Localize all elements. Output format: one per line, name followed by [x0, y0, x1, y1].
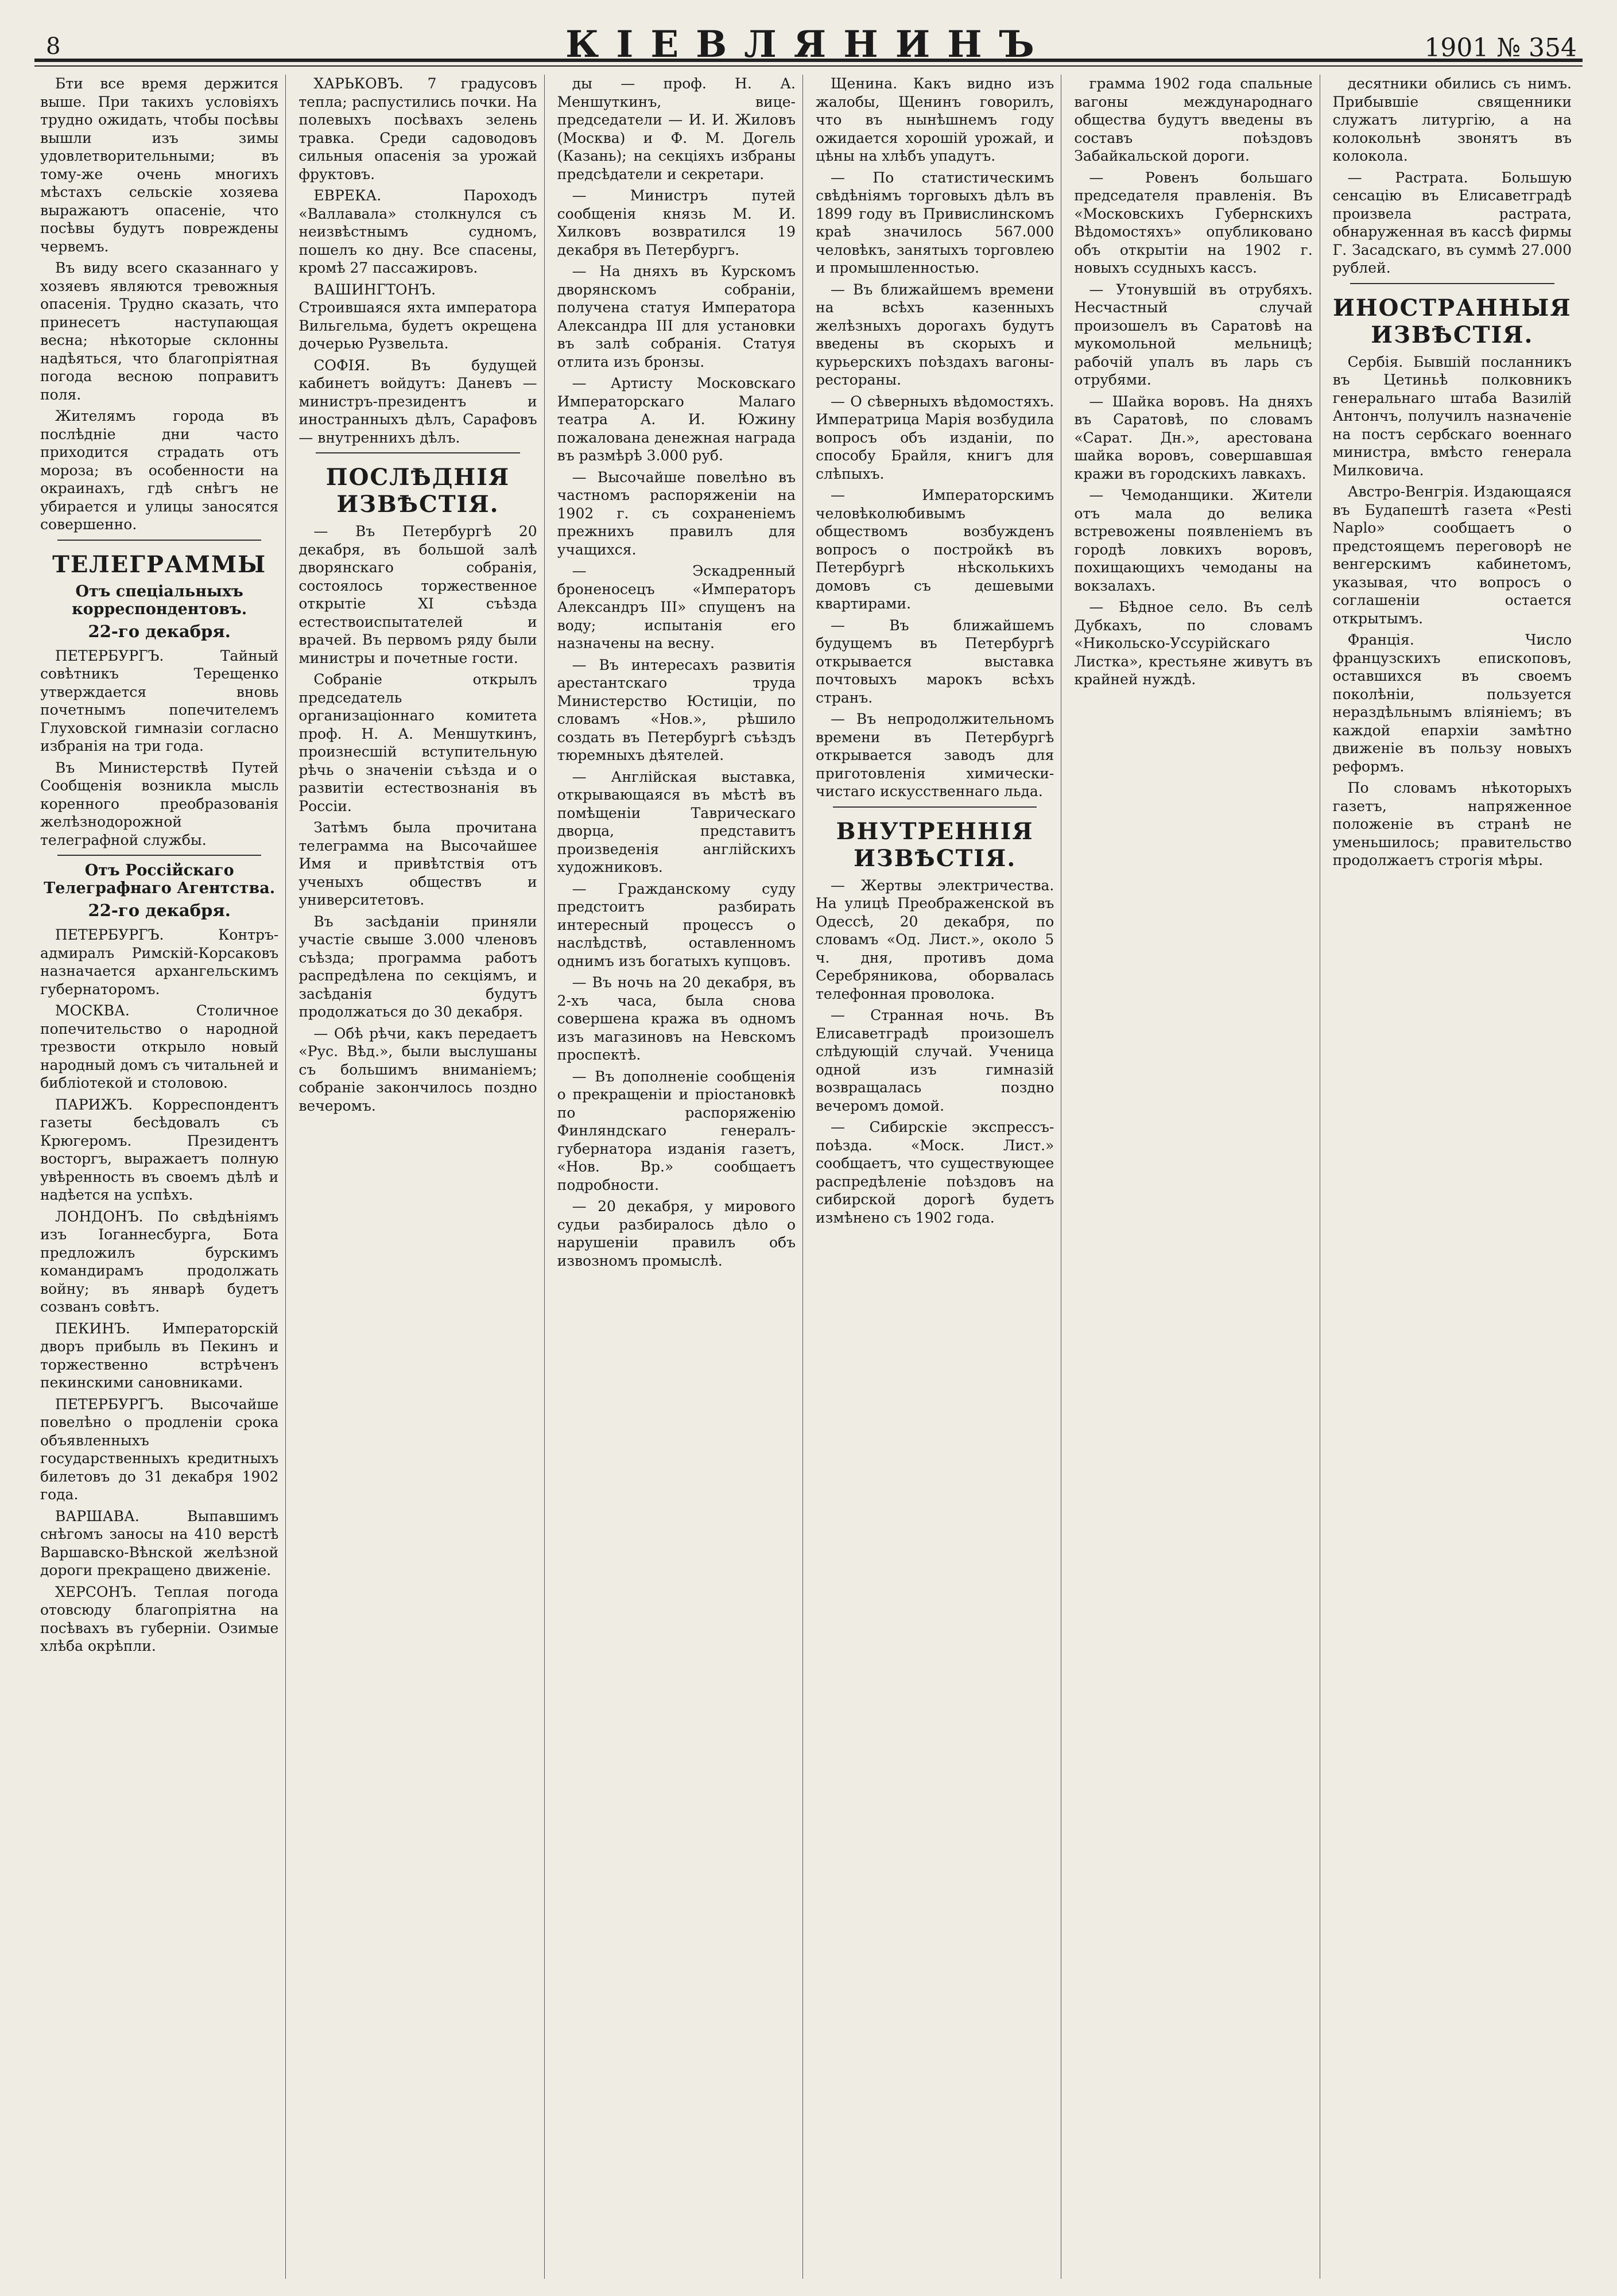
- article-paragraph: грамма 1902 года спальные вагоны международнаго общества будутъ введены въ составъ поѣздовъ Забайкальской дороги.: [1074, 75, 1313, 164]
- telegram-item: СОФІЯ. Въ будущей кабинетъ войдутъ: Даневъ — министръ-президентъ и иностранныхъ дѣлъ, Сарафовъ — внутреннихъ дѣлъ.: [298, 356, 537, 446]
- article-paragraph: — Растрата. Большую сенсацію въ Елисаветградѣ произвела растрата, обнаруженная въ кассѣ фирмы Г. Засадскаго, въ суммѣ 27.000 рублей.: [1332, 169, 1572, 276]
- telegram-item: Въ Министерствѣ Путей Сообщенія возникла мысль коренного преобразованія желѣзнодорожной телеграфной службы.: [40, 759, 279, 848]
- issue-number: 1901 № 354: [1424, 33, 1577, 63]
- page-number: 8: [46, 33, 61, 60]
- article-paragraph: — Высочайше повелѣно въ частномъ распоряженіи на 1902 г. съ сохраненіемъ прежнихъ правилъ для учащихся.: [557, 468, 796, 558]
- article-paragraph: Франція. Число французскихъ епископовъ, оставшихся въ своемъ поколѣніи, пользуется нераздѣльнымъ вліяніемъ; въ каждой епархіи замѣтно движеніе въ пользу новыхъ реформъ.: [1332, 631, 1572, 775]
- article-paragraph: Затѣмъ была прочитана телеграмма на Высочайшее Имя и привѣтствія отъ ученыхъ обществъ и университетовъ.: [298, 819, 537, 908]
- article-paragraph: Въ виду всего сказаннаго у хозяевъ являются тревожныя опасенія. Трудно сказать, что принесетъ наступающая весна; нѣкоторые склонны надѣяться, что благопріятная погода весною поправитъ поля.: [40, 259, 279, 403]
- article-paragraph: Собраніе открылъ председатель организаціоннаго комитета проф. Н. А. Меншуткинъ, произнесшій вступительную рѣчь о значеніи съѣзда и о развитіи естествознанія въ Россіи.: [298, 671, 537, 815]
- article-paragraph: — Шайка воровъ. На дняхъ въ Саратовѣ, по словамъ «Сарат. Дн.», арестована шайка воровъ, совершавшая кражи въ городскихъ лавкахъ.: [1074, 393, 1313, 482]
- column-3: [557, 75, 803, 2279]
- article-paragraph: — Въ ближайшемъ времени на всѣхъ казенныхъ желѣзныхъ дорогахъ будутъ введены въ скорыхъ и курьерскихъ поѣздахъ вагоны-рестораны.: [816, 281, 1054, 388]
- page-header: [34, 17, 1583, 80]
- section-divider: [316, 452, 519, 453]
- column-1: [40, 75, 286, 2279]
- telegram-item: ВАШИНГТОНЪ. Строившаяся яхта императора Вильгельма, будетъ окрещена дочерью Рузвельта.: [298, 281, 537, 352]
- section-subtitle: Отъ Россійскаго Телеграфнаго Агентства.: [44, 862, 276, 897]
- telegram-item: ПАРИЖЪ. Корреспондентъ газеты бесѣдовалъ съ Крюгеромъ. Президентъ восторгъ, выражаетъ полную увѣренность въ своемъ дѣлѣ и надѣется на успѣхъ.: [40, 1096, 279, 1203]
- columns: [40, 75, 1579, 2279]
- telegram-item: ЕВРЕКА. Пароходъ «Валлавала» столкнулся съ неизвѣстнымъ судномъ, пошелъ ко дну. Все спасены, кромѣ 27 пассажировъ.: [298, 187, 537, 276]
- article-paragraph: — На дняхъ въ Курскомъ дворянскомъ собраніи, получена статуя Императора Александра III для установки въ залѣ собранія. Статуя отлита изъ бронзы.: [557, 263, 796, 370]
- date-heading: 22-го декабря.: [88, 901, 231, 920]
- article-paragraph: Бти все время держится выше. При такихъ условіяхъ трудно ожидать, чтобы посѣвы вышли изъ зимы удовлетворительными; въ тому-же очень многихъ мѣстахъ сельскіе хозяева выражаютъ опасеніе, что посѣвы будутъ повреждены червемъ.: [40, 75, 279, 255]
- article-paragraph: — 20 декабря, у мирового судьи разбиралось дѣло о нарушеніи правилъ объ извозномъ промыслѣ.: [557, 1198, 796, 1269]
- section-divider: [57, 540, 261, 541]
- article-paragraph: — Въ дополненіе сообщенія о прекращеніи и пріостановкѣ по распоряженію Финляндскаго генералъ-губернатора изданія газетъ, «Нов. Вр.» сообщаетъ подробности.: [557, 1068, 796, 1193]
- section-title-telegrams: ТЕЛЕГРАММЫ: [52, 550, 267, 578]
- article-paragraph: — Эскадренный броненосецъ «Императоръ Александръ III» спущенъ на воду; испытанія его назначены на весну.: [557, 563, 796, 651]
- column-2: [298, 75, 544, 2279]
- section-subtitle: Отъ спеціальныхъ корреспондентовъ.: [72, 582, 247, 618]
- article-paragraph: — Англійская выставка, открывающаяся въ мѣстѣ въ помѣщеніи Таврическаго дворца, представитъ произведенія англійскихъ художниковъ.: [557, 768, 796, 875]
- article-paragraph: — Жертвы электричества. На улицѣ Преображенской въ Одессѣ, 20 декабря, по словамъ «Од. Лист.», около 5 ч. дня, противъ дома Серебряникова, оборвалась телефонная проволока.: [816, 876, 1054, 1002]
- article-paragraph: Австро-Венгрія. Издающаяся въ Будапештѣ газета «Pesti Naplo» сообщаетъ о предстоящемъ переговорѣ не венгерскимъ кабинетомъ, указывая, что вопросъ о соглашеніи остается открытымъ.: [1332, 483, 1572, 627]
- article-paragraph: Жителямъ города въ послѣдніе дни часто приходится страдать отъ мороза; въ особенности на окраинахъ, гдѣ снѣгъ не убирается и улицы заносятся совершенно.: [40, 408, 279, 533]
- article-paragraph: десятники обились съ нимъ. Прибывшіе священники служатъ литургію, а на колокольнѣ звонятъ въ колокола.: [1332, 75, 1572, 164]
- column-5: [1074, 75, 1320, 2279]
- article-paragraph: Щенина. Какъ видно изъ жалобы, Щенинъ говорилъ, что въ нынѣшнемъ году ожидается хорошій урожай, и цѣны на хлѣбъ упадутъ.: [816, 75, 1054, 164]
- article-paragraph: — О сѣверныхъ вѣдомостяхъ. Императрица Марія возбудила вопросъ объ изданіи, по способу Брайля, книгъ для слѣпыхъ.: [816, 393, 1054, 482]
- section-title-internal-news: ВНУТРЕННІЯ ИЗВѢСТІЯ.: [836, 817, 1034, 872]
- article-paragraph: — Въ интересахъ развитія арестантскаго труда Министерство Юстиціи, по словамъ «Нов.», рѣшило создать въ Петербургѣ съѣздъ тюремныхъ дѣятелей.: [557, 656, 796, 763]
- article-paragraph: — Бѣдное село. Въ селѣ Дубкахъ, по словамъ «Никольско-Уссурійскаго Листка», крестьяне живутъ въ крайней нуждѣ.: [1074, 599, 1313, 688]
- article-paragraph: — Императорскимъ человѣколюбивымъ обществомъ возбужденъ вопросъ о постройкѣ въ Петербургѣ нѣсколькихъ домовъ съ дешевыми квартирами.: [816, 487, 1054, 612]
- article-paragraph: — Въ ближайшемъ будущемъ въ Петербургѣ открывается выставка почтовыхъ марокъ всѣхъ странъ.: [816, 616, 1054, 706]
- article-paragraph: — Обѣ рѣчи, какъ передаетъ «Рус. Вѣд.», были выслушаны съ большимъ вниманіемъ; собраніе закончилось поздно вечеромъ.: [298, 1025, 537, 1114]
- section-divider: [833, 806, 1037, 808]
- telegram-item: ПЕТЕРБУРГЪ. Контръ-адмиралъ Римскій-Корсаковъ назначается архангельскимъ губернаторомъ.: [40, 926, 279, 998]
- section-title-foreign-news: ИНОСТРАННЫЯ ИЗВѢСТІЯ.: [1333, 294, 1572, 348]
- telegram-item: ПЕТЕРБУРГЪ. Высочайше повелѣно о продленіи срока объявленныхъ государственныхъ кредитныхъ билетовъ до 31 декабря 1902 года.: [40, 1395, 279, 1503]
- masthead-title: КIЕВЛЯНИНЪ: [565, 23, 1052, 66]
- article-paragraph: По словамъ нѣкоторыхъ газетъ, напряженное положеніе въ странѣ не уменьшилось; правительство продолжаетъ строгія мѣры.: [1332, 779, 1572, 868]
- column-6: [1333, 75, 1579, 2279]
- article-paragraph: Въ засѣданіи приняли участіе свыше 3.000 членовъ съѣзда; программа работъ распредѣлена по секціямъ, и засѣданія будутъ продолжаться до 30 декабря.: [298, 913, 537, 1020]
- article-paragraph: — Артисту Московскаго Императорскаго Малаго театра А. И. Южину пожалована денежная награда въ размѣрѣ 3.000 руб.: [557, 375, 796, 464]
- article-paragraph: — Утонувшій въ отрубяхъ. Несчастный случай произошелъ въ Саратовѣ на мукомольной мельницѣ; рабочій упалъ въ ларь съ отрубями.: [1074, 281, 1313, 388]
- article-paragraph: Сербія. Бывшій посланникъ въ Цетиньѣ полковникъ генеральнаго штаба Вазилій Антончъ, получилъ назначеніе на постъ сербскаго военнаго министра, вмѣсто генерала Милковича.: [1332, 353, 1572, 479]
- article-paragraph: — Сибирскіе экспрессъ-поѣзда. «Моск. Лист.» сообщаетъ, что существующее распредѣленіе поѣздовъ на сибирской дорогѣ будетъ измѣнено съ 1902 года.: [816, 1119, 1054, 1226]
- header-rule-thick: [34, 59, 1583, 62]
- article-paragraph: — Чемоданщики. Жители отъ мала до велика встревожены появленіемъ въ городѣ ловкихъ воровъ, похищающихъ чемоданы на вокзалахъ.: [1074, 487, 1313, 594]
- article-paragraph: — По статистическимъ свѣдѣніямъ торговыхъ дѣлъ въ 1899 году въ Привислинскомъ краѣ значилось 567.000 человѣкъ, занятыхъ торговлею и промышленностью.: [816, 169, 1054, 276]
- telegram-item: ПЕТЕРБУРГЪ. Тайный совѣтникъ Терещенко утверждается вновь почетнымъ попечителемъ Глуховской гимназіи согласно избранія на три года.: [40, 647, 279, 754]
- section-divider: [57, 855, 261, 856]
- date-heading: 22-го декабря.: [88, 621, 231, 641]
- section-divider: [1350, 283, 1554, 284]
- column-4: [816, 75, 1061, 2279]
- article-paragraph: — Въ Петербургѣ 20 декабря, въ большой залѣ дворянскаго собранія, состоялось торжественное открытіе XI съѣзда естествоиспытателей и врачей. Въ первомъ ряду были министры и почетные гости.: [298, 523, 537, 666]
- telegram-item: ХЕРСОНЪ. Теплая погода отовсюду благопріятна на посѣвахъ въ губерніи. Озимые хлѣба окрѣпли.: [40, 1583, 279, 1654]
- telegram-item: ПЕКИНЪ. Императорскій дворъ прибыль въ Пекинъ и торжественно встрѣченъ пекинскими сановниками.: [40, 1320, 279, 1391]
- article-paragraph: — Ровенъ большаго председателя правленія. Въ «Московскихъ Губернскихъ Вѣдомостяхъ» опубликовано объ открытіи на 1902 г. новыхъ ссудныхъ кассъ.: [1074, 169, 1313, 276]
- article-paragraph: — Въ ночь на 20 декабря, въ 2-хъ часа, была снова совершена кража въ одномъ изъ магазиновъ на Невскомъ проспектѣ.: [557, 974, 796, 1063]
- telegram-item: ЛОНДОНЪ. По свѣдѣніямъ изъ Іоганнесбурга, Бота предложилъ бурскимъ командирамъ продолжать войну; въ январѣ будетъ созванъ совѣтъ.: [40, 1208, 279, 1315]
- article-paragraph: ды — проф. Н. А. Меншуткинъ, вице-председатели — И. И. Жиловъ (Москва) и Ф. М. Догель (Казань); на секціяхъ избраны предсѣдатели и секретари.: [557, 75, 796, 183]
- article-paragraph: — Министръ путей сообщенія князь М. И. Хилковъ возвратился 19 декабря въ Петербургъ.: [557, 187, 796, 258]
- telegram-item: ХАРЬКОВЪ. 7 градусовъ тепла; распустились почки. На полевыхъ посѣвахъ зелень травка. Среди садоводовъ сильныя опасенія за урожай фруктовъ.: [298, 75, 537, 183]
- article-paragraph: — Странная ночь. Въ Елисаветградѣ произошелъ слѣдующій случай. Ученица одной изъ гимназій возвращалась поздно вечеромъ домой.: [816, 1007, 1054, 1114]
- telegram-item: ВАРШАВА. Выпавшимъ снѣгомъ заносы на 410 верстѣ Варшавско-Вѣнской желѣзной дороги прекращено движеніе.: [40, 1507, 279, 1578]
- article-paragraph: — Въ непродолжительномъ времени въ Петербургѣ открывается заводъ для приготовленія химически-чистаго искусственнаго льда.: [816, 711, 1054, 800]
- section-title-latest-news: ПОСЛѢДНІЯ ИЗВѢСТІЯ.: [325, 464, 510, 518]
- header-rule-thin: [34, 65, 1583, 67]
- telegram-item: МОСКВА. Столичное попечительство о народной трезвости открыло новый народный домъ съ читальней и библіотекой и столовою.: [40, 1002, 279, 1091]
- article-paragraph: — Гражданскому суду предстоитъ разбирать интересный процессъ о наслѣдствѣ, оставленномъ однимъ изъ богатыхъ купцовъ.: [557, 880, 796, 969]
